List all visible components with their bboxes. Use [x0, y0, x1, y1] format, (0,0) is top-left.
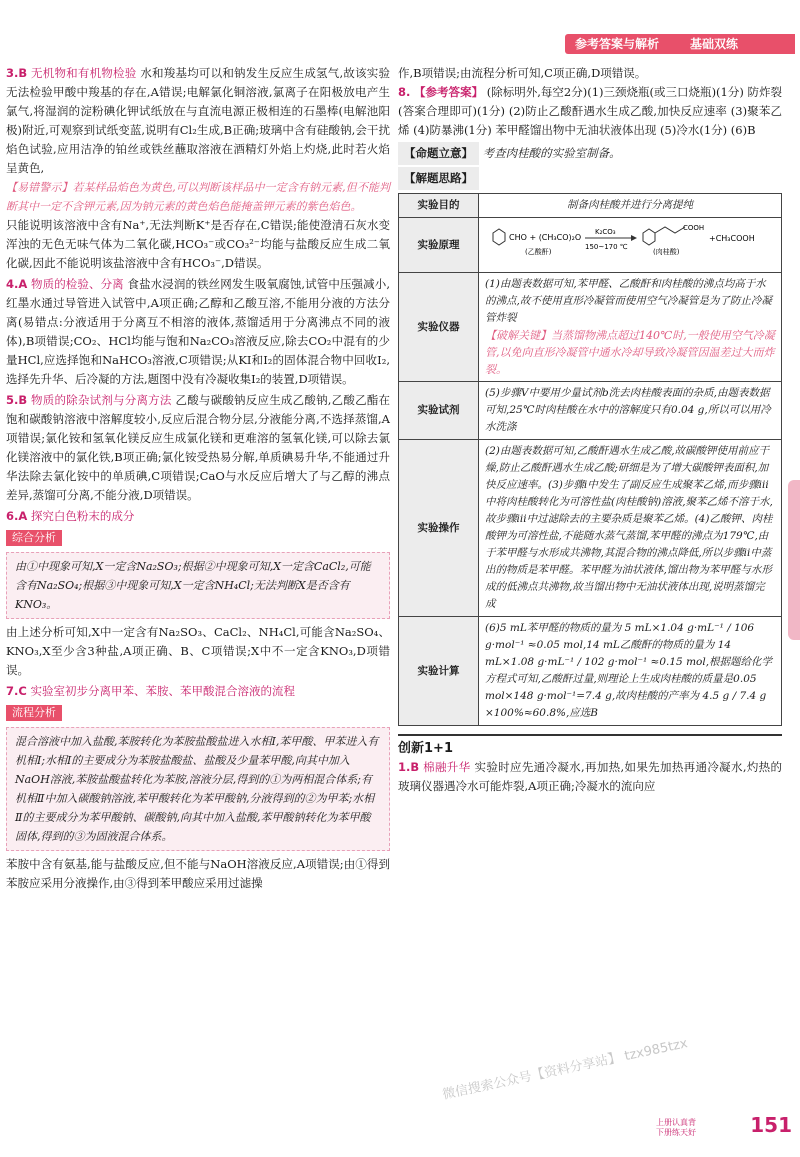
q6-answer: 6.A 探究白色粉末的成分 [6, 509, 135, 523]
product-ring-icon [643, 229, 655, 245]
table-row [399, 194, 782, 218]
q7-flow-box: 混合溶液中加入盐酸,苯胺转化为苯胺盐酸盐进入水相Ⅰ,苯甲酸、甲苯进入有机相Ⅰ;水相Ⅰ的主要成分为苯胺盐酸盐、盐酸及少量苯甲酸,向其中加入NaOH溶液,苯胺盐酸盐转化为苯胺,溶液分层,得到的①为两相混合体系;有机相Ⅱ中加入碳酸钠溶液,苯甲酸转化为苯甲酸钠,分液得到的②为甲苯;水相Ⅱ的主要成分为苯甲酸钠、碳酸钠,向其中加入盐酸,苯甲酸钠转化为苯甲酸固体,得到的③为固液混合体系。 [6, 727, 390, 851]
innovation-title: 创新1+1 [398, 741, 453, 756]
arrow-head-icon [631, 235, 637, 241]
page-edge-tab [788, 480, 800, 640]
table-row [399, 273, 782, 382]
watermark-text: 微信搜索公众号【资料分享站】 tzx985tzx [441, 1036, 690, 1103]
left-column [6, 64, 390, 893]
q6-analysis-label: 综合分析 [6, 530, 62, 546]
q3-answer: 3.B 无机物和有机物检验 水和羧基均可以和钠发生反应生成氢气,故该实验无法检验甲酸中羧基的存在,A错误;电解氯化铜溶液,氯离子在阳极放电产生氯气,将湿润的淀粉碘化钾试纸放在与直流电源正极相连的石墨棒(电解池阳极)附近,可观察到试纸变蓝,说明有Cl₂生成,B正确;玻璃中含有硅酸钠,会干扰焰色试验,应用洁净的铂丝或铁丝蘸取溶液在酒精灯外焰上灼烧,此时若火焰呈黄色, [6, 66, 391, 175]
row-content: (5)步骤Ⅴ中要用少量试剂b洗去肉桂酸表面的杂质,由题表数据可知,25℃时肉桂酸在水中的溶解度只有0.04 g,所以可以用冷水洗涤 [479, 382, 782, 440]
table-row [399, 617, 782, 726]
q7-flow-label: 流程分析 [6, 705, 62, 721]
innovation-section [398, 734, 782, 796]
q7-answer: 7.C 实验室初步分离甲苯、苯胺、苯甲酸混合溶液的流程 [6, 684, 295, 698]
idea-line [398, 167, 782, 190]
q3-answer-cont: 只能说明该溶液中含有Na⁺,无法判断K⁺是否存在,C错误;能使澄清石灰水变浑浊的无色无味气体为二氧化碳,HCO₃⁻或CO₃²⁻均能与盐酸反应生成二氧化碳,因此不能说明该盐溶液中含有HCO₃⁻,D错误。 [6, 218, 390, 270]
q3-warning-note: 【易错警示】若某样品焰色为黄色,可以判断该样品中一定含有钠元素,但不能判断其中一定不含钾元素,因为钠元素的黄色焰色能掩盖钾元素的紫色焰色。 [6, 181, 390, 213]
q6-analysis-box: 由①中现象可知,X一定含Na₂SO₃;根据②中现象可知,X一定含CaCl₂,可能含有Na₂SO₄;根据③中现象可知,X一定含NH₄Cl;无法判断X是否含有KNO₃。 [6, 552, 390, 619]
page-header [0, 0, 800, 60]
innovation-answer: 1.B 棉融升华 实验时应先通冷凝水,再加热,如果先加热再通冷凝水,灼热的玻璃仪器遇冷水可能炸裂,A项正确;冷凝水的流向应 [398, 760, 783, 793]
intent-label: 【命题立意】 [398, 142, 479, 165]
row-content: (1)由题表数据可知,苯甲醛、乙酸酐和肉桂酸的沸点均高于水的沸点,故不使用直形冷凝管而使用空气冷凝管是为了防止冷凝管炸裂 [485, 278, 772, 324]
condition-bottom: 150~170 ℃ [585, 243, 628, 251]
product-label: (肉桂酸) [653, 248, 680, 256]
intent-line [398, 142, 782, 165]
row-content: (6)5 mL苯甲醛的物质的量为 5 mL×1.04 g·mL⁻¹ / 106 g·mol⁻¹ ≈0.05 mol,14 mL乙酸酐的物质的量为 14 mL×1.08 g·mL⁻¹ / 102 g·mol⁻¹ ≈0.15 mol,根据题给化学方程式可知,乙酸酐过量,则理论上生成肉桂酸的质量是0.05 mol×148 g·mol⁻¹=7.4 g,故肉桂酸的产率为 4.5 g / 7.4 g ×100%≈60.8%,应选B [479, 617, 782, 726]
header-title: 参考答案与解析 [575, 37, 660, 51]
row-header: 实验试剂 [399, 382, 479, 440]
q6-conclusion: 由上述分析可知,X中一定含有Na₂SO₃、CaCl₂、NH₄Cl,可能含Na₂SO₄、KNO₃,X至少含3种盐,A项正确、B、C项错误;X中不一定含KNO₃,D项错误。 [6, 625, 390, 677]
table-row [399, 218, 782, 273]
solution-table [398, 193, 782, 726]
row-header: 实验原理 [399, 218, 479, 273]
table-row [399, 382, 782, 440]
header-subtitle: 基础双练 [690, 37, 739, 51]
row-header: 实验操作 [399, 440, 479, 617]
byproduct-text: +CH₃COOH [709, 234, 755, 243]
q7-conclusion: 苯胺中含有氨基,能与盐酸反应,但不能与NaOH溶液反应,A项错误;由①得到苯胺应采用分液操作,由③得到苯甲酸应采用过滤操 [6, 857, 390, 890]
right-column [398, 64, 782, 796]
table-row [399, 440, 782, 617]
footer-slogan: 上册认真背 下册练天好 [656, 1118, 696, 1137]
key-point-note: 【破解关键】当蒸馏物沸点超过140℃时,一般使用空气冷凝管,以免向直形冷凝管中通水冷却导致冷凝管因温差过大而炸裂。 [485, 329, 775, 376]
q4-answer: 4.A 物质的检验、分离 食盐水浸润的铁丝网发生吸氧腐蚀,试管中压强减小,红墨水通过导管进入试管中,A项正确;乙醇和乙酸互溶,不能用分液的方法分离(易错点:分液适用于分离互不相溶的液体,蒸馏适用于分离沸点不同的液体),B项错误;CO₂、HCl均能与饱和Na₂CO₃溶液反应,除去CO₂中混有的少量HCl,应选择饱和NaHCO₃溶液,C项错误;从KI和I₂的固体混合物中回收I₂,选择先升华、后冷凝的方法,题图中没有冷凝收集I₂的装置,D项错误。 [6, 277, 390, 386]
q7-conclusion-cont: 作,B项错误;由流程分析可知,C项正确,D项错误。 [398, 66, 647, 80]
condition-top: K₂CO₃ [595, 228, 616, 236]
row-header: 实验目的 [399, 194, 479, 218]
q5-answer: 5.B 物质的除杂试剂与分离方法 乙酸与碳酸钠反应生成乙酸钠,乙酸乙酯在饱和碳酸钠溶液中溶解度较小,反应后混合物分层,分液能分离,不选择蒸馏,A项错误;氯化铵和氢氧化镁反应生成氯化镁和更难溶的氢氧化镁,可以除去氯化镁溶液中的氯化铁,B项正确;氯化铵受热易分解,单质碘易升华,不能通过升华法除去氯化铵中的单质碘,C项错误;CaO与水反应后增大了与乙醇的沸点差异,蒸馏可分离,不能分液,D项错误。 [6, 393, 391, 502]
reactant-text: CHO + (CH₃CO)₂O [509, 233, 582, 242]
row-header: 实验仪器 [399, 273, 479, 382]
q8-answer: 8. 【参考答案】 (除标明外,每空2分)(1)三颈烧瓶(或三口烧瓶)(1分) 防炸裂(答案合理即可)(1分) (2)防止乙酸酐遇水生成乙酸,加快反应速率 (3)聚苯乙烯 (4)防暴沸(1分) 苯甲醛馏出物中无油状液体出现 (5)冷水(1分) (6)B [398, 85, 783, 137]
page-number: 151 [750, 1113, 792, 1137]
reaction-equation [479, 218, 782, 273]
product-group: COOH [683, 224, 705, 232]
benzene-ring-icon [493, 229, 505, 245]
idea-label: 【解题思路】 [398, 167, 479, 190]
row-content: (2)由题表数据可知,乙酸酐遇水生成乙酸,故碳酸钾使用前应干燥,防止乙酸酐遇水生成乙酸;研细是为了增大碳酸钾表面积,加快反应速率。(3)步骤ⅰ中发生了副反应生成聚苯乙烯,而步骤ⅲ中将肉桂酸转化为可溶性盐(肉桂酸钠)溶液,聚苯乙烯不溶于水,故步骤ⅲ中过滤除去的主要杂质是聚苯乙烯。(4)乙酸钾、肉桂酸钾为可溶性盐,不能随水蒸气蒸馏,苯甲醛的沸点为179℃,由于苯甲醛与水形成共沸物,其混合物的沸点降低,所以步骤ⅱ中蒸出的物质是苯甲醛。苯甲醛为油状液体,馏出物为苯甲醛与水形成的低沸点共沸物,故当馏出物中无油状液体出现,说明蒸馏完成 [479, 440, 782, 617]
reaction-diagram [485, 221, 775, 263]
row-content: 制备肉桂酸并进行分离提纯 [479, 194, 782, 218]
intent-text: 考查肉桂酸的实验室制备。 [482, 146, 621, 160]
row-header: 实验计算 [399, 617, 479, 726]
reactant-label: (乙酸酐) [525, 248, 552, 256]
chain-icon [655, 227, 685, 233]
